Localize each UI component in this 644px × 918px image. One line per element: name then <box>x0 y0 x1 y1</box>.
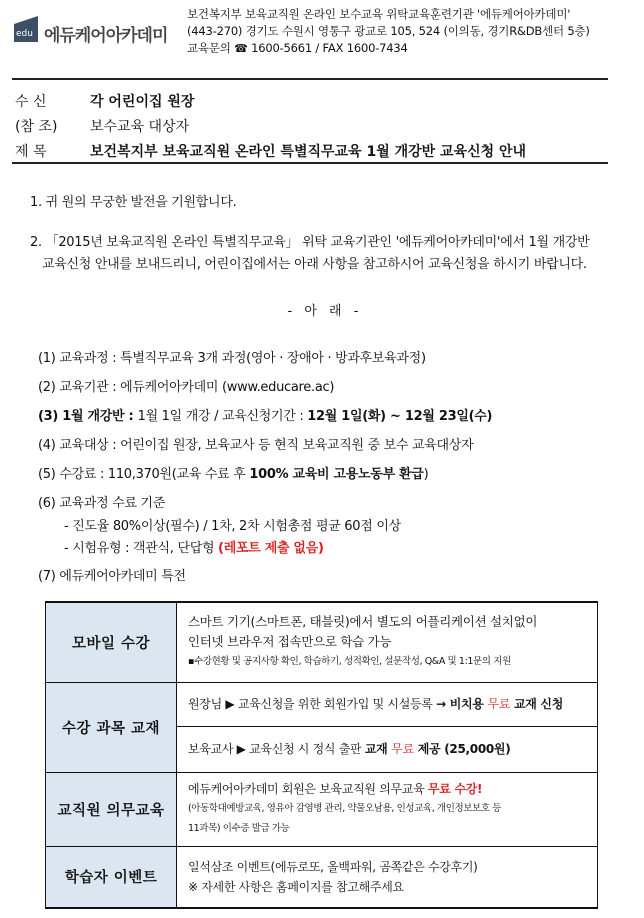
category-cell: 수강 과목 교재 <box>46 682 177 772</box>
notice-paragraph-line2: 교육신청 안내를 보내드리니, 어린이집에서는 아래 사항을 참고하시어 교육신청을 하시기 바랍니다. <box>42 257 587 272</box>
svg-text:edu: edu <box>16 29 33 39</box>
description-cell: 보육교사 ▶ 교육신청 시 정식 출판 교재 무료 제공 (25,000원) <box>177 726 598 772</box>
table-row <box>46 846 598 908</box>
letterhead <box>12 6 632 66</box>
logo-text: 에듀케어아카데미 <box>44 26 168 46</box>
category-cell: 학습자 이벤트 <box>46 846 177 908</box>
recipient-row <box>15 88 615 113</box>
contact-label: 교육문의 <box>187 41 231 55</box>
header-rule <box>12 78 608 80</box>
description-cell: 스마트 기기(스마트폰, 태블릿)에서 별도의 어플리케이션 설치없이 인터넷 브라우저 접속만으로 학습 가능 ▪수강현황 및 공지사항 확인, 학습하기, 성적확인, 설문작성, Q&A 및 1:1문의 지원 <box>177 602 598 682</box>
recipient-label: 수 신 <box>15 93 47 110</box>
description-cell: 일석삼조 이벤트(에듀로또, 올백파워, 곰쪽같은 수강후기) ※ 자세한 사항은 홈페이지를 참고해주세요 <box>177 846 598 908</box>
details-list <box>38 346 618 589</box>
meta-rule <box>12 162 608 164</box>
list-subitem: - 시험유형 : 객관식, 단답형 (레포트 제출 없음) <box>64 541 324 556</box>
list-subitem: - 진도율 80%이상(필수) / 1차, 2차 시험총점 평균 60점 이상 <box>64 519 401 534</box>
table-row <box>46 772 598 846</box>
org-name-line: 보건복지부 보육교직원 온라인 보수교육 위탁교육훈련기관 '에듀케어아카데미' <box>187 7 571 21</box>
description-cell: 에듀케어아카데미 회원은 보육교직원 의무교육 무료 수강! (아동학대예방교육, 영유아 감염병 관리, 약물오남용, 인성교육, 개인정보보호 등 11과목) 이수증 발급 가능 <box>177 772 598 846</box>
org-info <box>187 6 590 57</box>
subject-label: 제 목 <box>15 143 47 160</box>
cc-label: (참 조) <box>15 118 58 135</box>
benefits-table <box>45 601 598 909</box>
list-item: (5) 수강료 : 110,370원(교육 수료 후 100% 교육비 고용노동부 환급) <box>38 467 429 482</box>
educare-logo <box>12 12 182 46</box>
letter-body <box>30 192 620 319</box>
org-address-line: (443-270) 경기도 수원시 영통구 광교로 105, 524 (이의동, 경기R&DB센터 5층) <box>187 24 590 38</box>
list-item: (1) 교육과정 : 특별직무교육 3개 과정(영아 · 장애아 · 방과후보육과정) <box>38 351 426 366</box>
list-item: (3) 1월 개강반 : 1월 1일 개강 / 교육신청기간 : 12월 1일(화) ~ 12월 23일(수) <box>38 409 493 424</box>
description-cell: 원장님 ▶ 교육신청을 위한 회원가입 및 시설등록 → 비치용 무료 교재 신청 <box>177 682 598 726</box>
cc-row <box>15 113 615 138</box>
document-meta <box>15 88 615 163</box>
subject-value: 보건복지부 보육교직원 온라인 특별직무교육 1월 개강반 교육신청 안내 <box>90 143 527 160</box>
list-item: (6) 교육과정 수료 기준 <box>38 496 166 511</box>
org-contact-line <box>187 40 590 57</box>
list-item: (2) 교육기관 : 에듀케어아카데미 (www.educare.ac) <box>38 380 335 395</box>
subject-row <box>15 138 615 163</box>
list-item: (4) 교육대상 : 어린이집 원장, 보육교사 등 현직 보육교직원 중 보수 교육대상자 <box>38 438 474 453</box>
list-item: (7) 에듀케어아카데미 특전 <box>38 569 186 584</box>
below-heading: - 아 래 - <box>287 304 363 319</box>
category-cell: 모바일 수강 <box>46 602 177 682</box>
phone-icon: ☎ <box>234 42 248 55</box>
table-row <box>46 602 598 682</box>
cc-value: 보수교육 대상자 <box>90 118 190 135</box>
notice-paragraph-line1: 2. 「2015년 보육교직원 온라인 특별직무교육」 위탁 교육기관인 '에듀케어아카데미'에서 1월 개강반 <box>30 235 590 250</box>
contact-numbers: 1600-5661 / FAX 1600-7434 <box>251 41 408 55</box>
recipient-value: 각 어린이집 원장 <box>90 93 195 110</box>
table-row <box>46 682 598 726</box>
category-cell: 교직원 의무교육 <box>46 772 177 846</box>
greeting-paragraph: 1. 귀 원의 무궁한 발전을 기원합니다. <box>30 195 237 210</box>
